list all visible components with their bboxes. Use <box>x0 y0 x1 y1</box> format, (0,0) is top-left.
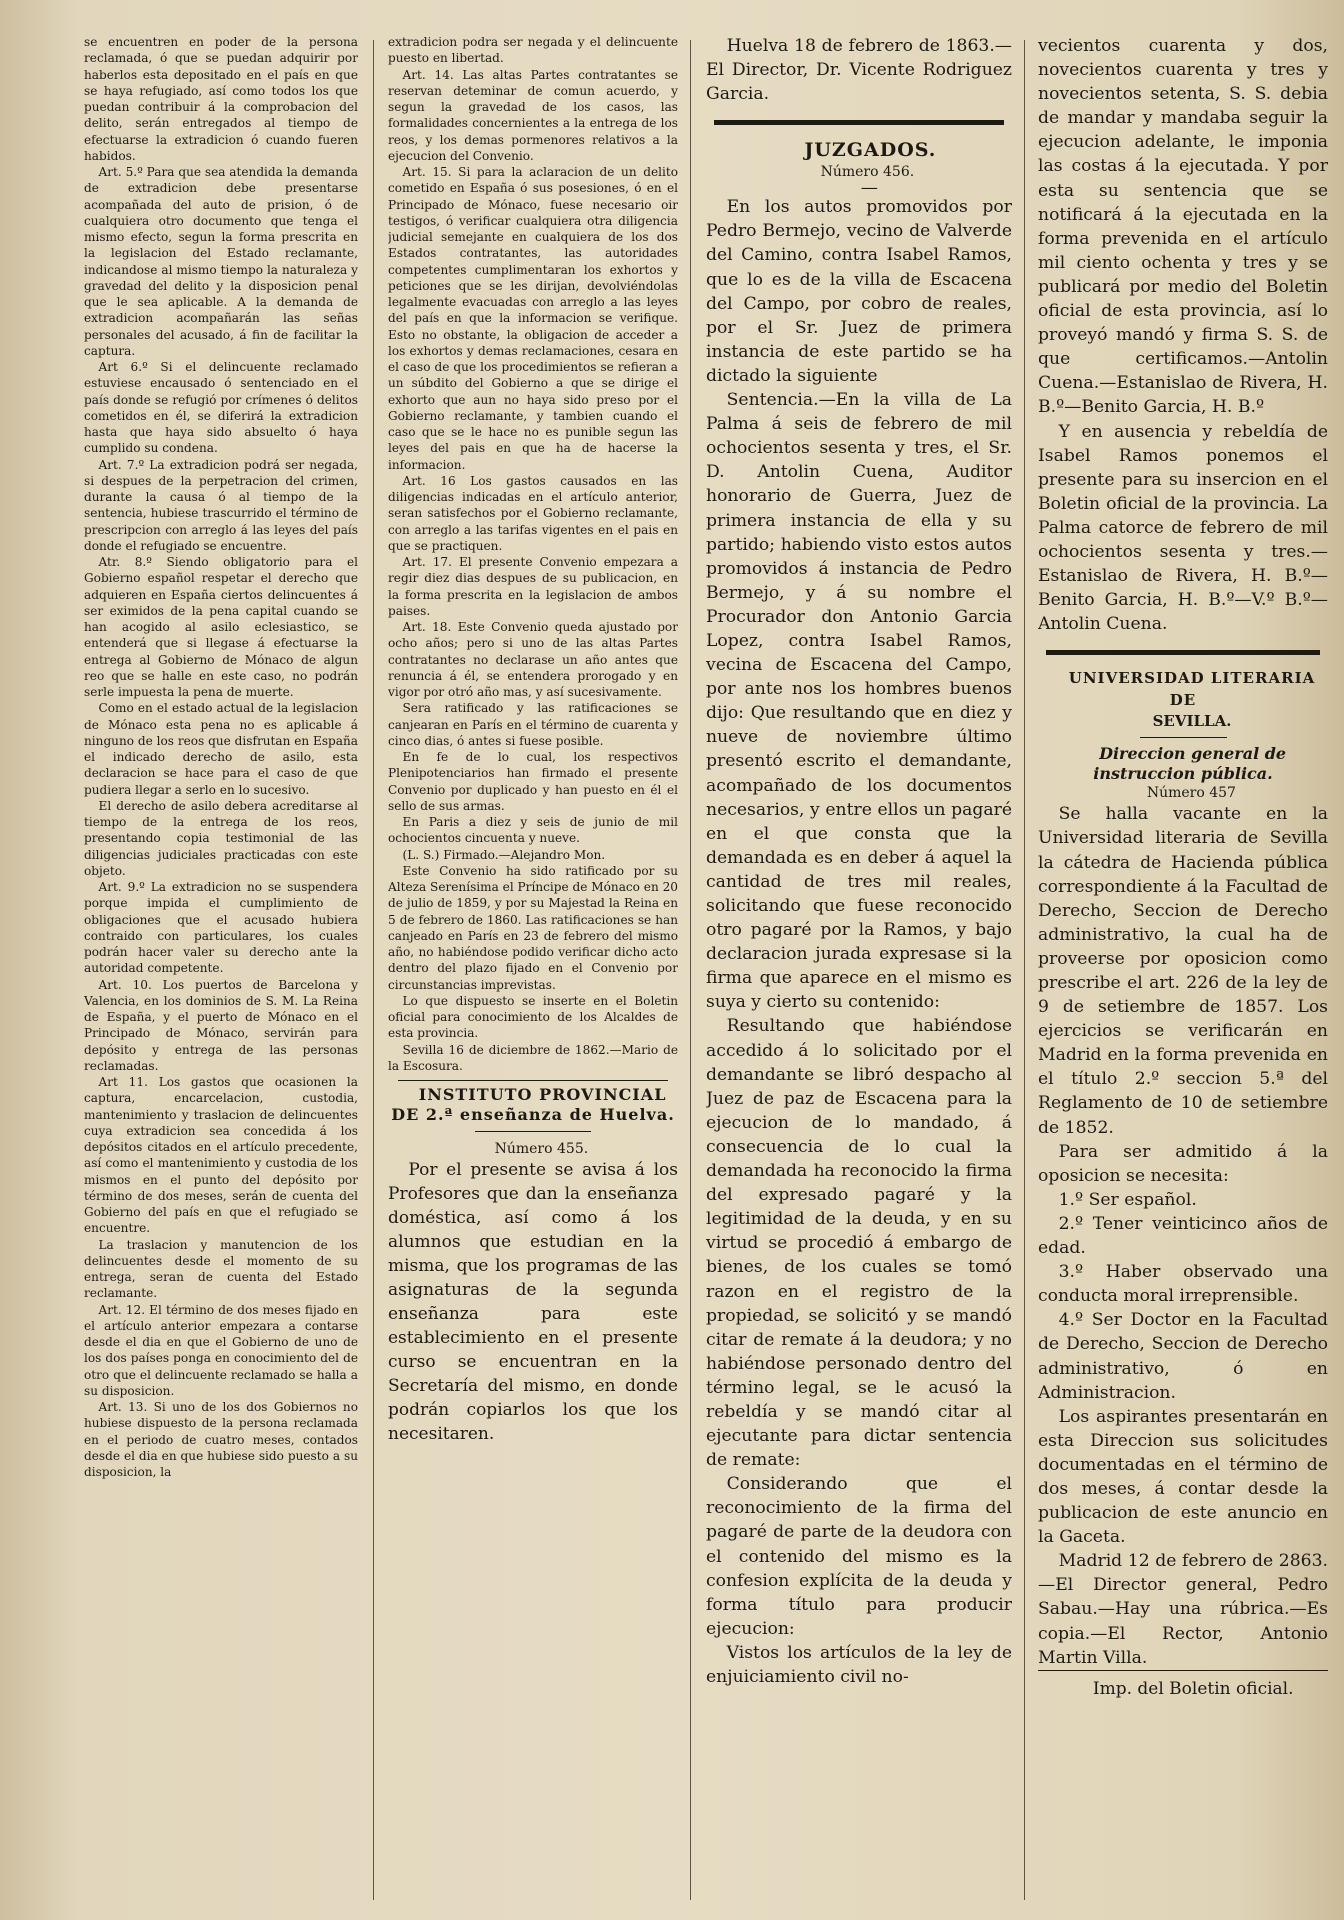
dash-divider: — <box>860 178 878 199</box>
section-divider <box>714 120 1004 125</box>
col1-para: Art. 5.º Para que sea atendida la demanda de extradicion debe presentarse acompañada del auto de prision, ó de cualquiera otro documento que tenga el mismo efecto, segun la forma prescrita en la legislacion del Estado reclamante, indicandose al mismo tiempo la naturaleza y gravedad del delito y la disposicion penal que le sea aplicable. A la demanda de extradicion acompañarán las señas personales del acusado, á fin de facilitar la captura. <box>84 165 358 358</box>
col1-para: Art. 7.º La extradicion podrá ser negada, si despues de la perpetracion del crimen, durante la causa ó al tiempo de la sentencia, hubiese trascurrido el término de prescripcion con arreglo á las leyes del país donde el refugiado se encuentre. <box>84 457 358 553</box>
col2-para: Art. 15. Si para la aclaracion de un delito cometido en España ó sus posesiones, ó en el Principado de Mónaco, fuese necesario oir testigos, ó verificar cualquiera otra diligencia judicial semejante en cualquiera de los dos Estados contratantes, las autoridades competentes cumplimentaran los exhortos y peticiones que se les dirijan, devolviéndolas legalmente evacuadas con arreglo a las leyes del país en que la informacion se verifique. Esto no obstante, la obligacion de acceder a los exhortos y demas reclamaciones, cesara en el caso de que los procedimientos se refieran a un súbdito del Gobierno a que se dirige el exhorto que aun no haya sido preso por el Gobierno reclamante, y tambien cuando el caso que se le hace no es punible segun las leyes del pais en que ha de hacerse la informacion. <box>388 165 678 472</box>
col4-para: 3.º Haber observado una conducta moral irreprensible. <box>1038 1262 1328 1307</box>
heading-underline <box>475 1131 591 1132</box>
col1-para: Art. 10. Los puertos de Barcelona y Valencia, en los dominios de S. M. La Reina de España, y el puerto de Mónaco en el Principado de Mónaco, servirán para depósito y entrega de las personas reclamadas. <box>84 977 358 1073</box>
col2-para: Este Convenio ha sido ratificado por su Alteza Serenísima el Príncipe de Mónaco en 20 de julio de 1859, y por su Majestad la Reina en 5 de febrero de 1860. Las ratificaciones se han canjeado en París en 23 de febrero del mismo año, no habiéndose podido verificar dicho acto dentro del plazo fijado en el Convenio por circunstancias imprevistas. <box>388 863 678 992</box>
column-3 <box>706 34 1012 1689</box>
col4-para: Y en ausencia y rebeldía de Isabel Ramos ponemos el presente para su insercion en el Boletin oficial de la provincia. La Palma catorce de febrero de mil ochocientos sesenta y tres.—Estanislao de Rivera, H. B.º—Benito Garcia, H. B.º—V.º B.º—Antolin Cuena. <box>1038 421 1328 635</box>
printer-imprint: Imp. del Boletin oficial. <box>1038 1670 1328 1701</box>
section-subheading-italic: Direccion general de instruccion pública. <box>1093 744 1287 784</box>
col2-para: En Paris a diez y seis de junio de mil ochocientos cincuenta y nueve. <box>388 815 678 846</box>
col2-para: Art. 14. Las altas Partes contratantes se reservan deteminar de comun acuerdo, y segun la gravedad de los casos, las formalidades concernientes a la entrega de los reos, y los demas pormenores relativos a la ejecucion del Convenio. <box>388 67 678 163</box>
col3-para: Considerando que el reconocimiento de la firma del pagaré de parte de la deudora con el contenido del mismo es la confesion explícita de la deuda y forma título para producir ejecucion: <box>706 1474 1012 1639</box>
column-2 <box>388 34 678 1446</box>
column-rule <box>1024 40 1025 1900</box>
col4-para: vecientos cuarenta y dos, novecientos cuarenta y tres y novecientos setenta, S. S. debia de mandar y mandaba seguir la ejecucion adelante, le imponia las costas á la ejecutada. Y por esta su sentencia que se notificará á la ejecutada en la forma prevenida en el artículo mil ciento ochenta y tres y se publicará por medio del Boletin oficial de esta provincia, así lo proveyó mandó y firma S. S. de que certificamos.—Antolin Cuena.—Estanislao de Rivera, H. B.º—Benito Garcia, H. B.º <box>1038 36 1328 418</box>
col3-para: Sentencia.—En la villa de La Palma á seis de febrero de mil ochocientos sesenta y tres, el Sr. D. Antolin Cuena, Auditor honorario de Guerra, Juez de primera instancia de ella y su partido; habiendo visto estos autos promovidos á instancia de Pedro Bermejo, y á su nombre el Procurador don Antonio Garcia Lopez, contra Isabel Ramos, vecina de Escacena del Campo, por ante nos los hombres buenos dijo: Que resultando que en diez y nueve de noviembre último presentó escrito el demandante, acompañado de los documentos necesarios, y entre ellos un pagaré en el que consta que la demandada es en deber á aquel la cantidad de tres mil reales, solicitando que fuese reconocido otro pagaré por la Ramos, y bajo declaracion jurada expresase si la firma que aparece en el mismo es suya y cierto su contenido: <box>706 390 1012 1013</box>
notice-number: Número 455. <box>494 1141 589 1157</box>
col3-top: Huelva 18 de febrero de 1863.—El Director, Dr. Vicente Rodriguez Garcia. <box>706 36 1012 105</box>
col1-para: se encuentren en poder de la persona reclamada, ó que se puedan adquirir por haberlos esta depositado en el país en que se haya refugiado, así como todos los que puedan contribuir á la comprobacion del delito, serán entregados al tiempo de efectuarse la extradicion ó cuando fueren habidos. <box>84 35 358 163</box>
col4-para: Para ser admitido á la oposicion se necesita: <box>1038 1141 1328 1186</box>
col4-para: 2.º Tener veinticinco años de edad. <box>1038 1213 1328 1259</box>
column-rule <box>690 40 691 1900</box>
heading-underline <box>1140 737 1227 738</box>
col4-para: Los aspirantes presentarán en esta Direccion sus solicitudes documentadas en el término de dos meses, á contar desde la publicacion de este anuncio en la Gaceta. <box>1038 1406 1328 1548</box>
col1-para: Art. 13. Si uno de los dos Gobiernos no hubiese dispuesto de la persona reclamada en el periodo de cuatro meses, contados desde el dia en que hubiese sido puesto a su disposicion, la <box>84 1400 358 1479</box>
col1-para: Art 11. Los gastos que ocasionen la captura, encarcelacion, custodia, mantenimiento y traslacion de delincuentes cuya extradicion sea concedida á los depósitos citados en el artículo precedente, así como el mantenimiento y custodia de los mismos en el punto del depósito por término de dos meses, serán de cuenta del Gobierno del país en que el refugiado se encuentre. <box>84 1075 358 1236</box>
col1-para: Atr. 8.º Siendo obligatorio para el Gobierno español respetar el derecho que adquieren en España ciertos delincuentes á ser eximidos de la pena capital cuando se han acogido al asilo eclesiastico, se entenderá que si llegase á efectuarse la entrega al Gobierno de Mónaco de algun reo que se halle en este caso, no podrán serle impuesta la pena de muerte. <box>84 555 358 699</box>
col2-para: En fe de lo cual, los respectivos Plenipotenciarios han firmado el presente Convenio por duplicado y han puesto en él el sello de sus armas. <box>388 750 678 813</box>
column-rule <box>373 40 374 1900</box>
col2-para: (L. S.) Firmado.—Alejandro Mon. <box>402 847 606 862</box>
notice-number: Número 457 <box>1146 785 1236 802</box>
col2-para: Art. 18. Este Convenio queda ajustado por ocho años; pero si uno de las altas Partes contratantes no declarase un año antes que renuncia á él, se entendera prorogado y en vigor por otró año mas, y así sucesivamente. <box>388 620 678 699</box>
col1-para: El derecho de asilo debera acreditarse al tiempo de la entrega de los reos, presentando copia testimonial de las diligencias judiciales practicadas con este objeto. <box>84 798 358 878</box>
section-divider <box>1046 650 1320 655</box>
col2-para: Sevilla 16 de diciembre de 1862.—Mario de la Escosura. <box>388 1042 678 1073</box>
section-divider <box>398 1080 668 1081</box>
col4-para: Se halla vacante en la Universidad literaria de Sevilla la cátedra de Hacienda pública correspondiente á la Facultad de Derecho, Seccion de Derecho administrativo, la cual ha de proveerse por oposicion como prescribe el art. 226 de la ley de 9 de setiembre de 1857. Los ejercicios se verificarán en Madrid en la forma prevenida en el título 2.º seccion 5.ª del Reglamento de 10 de setiembre de 1852. <box>1038 804 1328 1138</box>
col4-para: Madrid 12 de febrero de 2863.—El Director general, Pedro Sabau.—Hay una rúbrica.—Es copia.—El Rector, Antonio Martin Villa. <box>1038 1551 1328 1668</box>
section-subheading: SEVILLA. <box>1152 712 1232 731</box>
section-heading-universidad: UNIVERSIDAD LITERARIA DE <box>1068 669 1316 710</box>
col1-para: Art 6.º Si el delincuente reclamado estuviese encausado ó sentenciado en el país donde se refugió por crímenes ó delitos cometidos en él, se diferirá la extradicion hasta que haya sido absuelto ó haya cumplido su condena. <box>84 360 358 456</box>
col3-para: En los autos promovidos por Pedro Bermejo, vecino de Valverde del Camino, contra Isabel Ramos, que lo es de la villa de Escacena del Campo, por cobro de reales, por el Sr. Juez de primera instancia de este partido se ha dictado la siguiente <box>706 197 1012 386</box>
col3-para: Vistos los artículos de la ley de enjuiciamiento civil no- <box>706 1642 1012 1687</box>
column-4 <box>1038 34 1328 1701</box>
col2-para: Sera ratificado y las ratificaciones se canjearan en París en el término de cuarenta y cinco dias, ó antes si fuese posible. <box>388 701 678 748</box>
col3-para: Resultando que habiéndose accedido á lo solicitado por el demandante se libró despacho al Juez de paz de Escacena para la ejecucion de lo mandado, á consecuencia de lo cual la demandada ha reconocido la firma del expresado pagaré y la legitimidad de la deuda, y en su virtud se procedió á embargo de bienes, de los cuales se tomó razon en el registro de la propiedad, se solicitó y se mandó citar de remate á la deudora; y no habiéndose personado dentro del término legal, se le acusó la rebeldía y se mandó citar al ejecutante para dictar sentencia de remate: <box>706 1016 1012 1471</box>
notice-number: Número 456. <box>820 164 915 181</box>
col1-para: Art. 12. El término de dos meses fijado en el artículo anterior empezara a contarse desde el dia en que el Gobierno de uno de los dos países ponga en conocimiento del de otro que el delincuente reclamado se halla a su disposicion. <box>84 1302 358 1398</box>
col1-para: Como en el estado actual de la legislacion de Mónaco esta pena no es aplicable á ninguno de los reos que disfrutan en España el indicado derecho de asilo, esta declaracion se hace para el caso de que pudiera llegar a serlo en lo sucesivo. <box>84 701 358 797</box>
col1-para: La traslacion y manutencion de los delincuentes desde el momento de su entrega, seran de cuenta del Estado reclamante. <box>84 1237 358 1301</box>
col2-para: Art. 16 Los gastos causados en las diligencias indicadas en el artículo anterior, seran satisfechos por el Gobierno reclamante, con arreglo a las tarifas vigentes en el pais en que se practiquen. <box>388 473 678 553</box>
section-heading-juzgados: JUZGADOS. <box>804 139 937 162</box>
col2-para: extradicion podra ser negada y el delincuente puesto en libertad. <box>388 35 678 66</box>
section-heading-instituto: INSTITUTO PROVINCIAL DE 2.ª enseñanza de Huelva. <box>391 1085 675 1124</box>
col1-para: Art. 9.º La extradicion no se suspendera porque impida el cumplimiento de obligaciones que el acusado hubiera contraido con particulares, los cuales podrán hacer valer su derecho ante la autoridad competente. <box>84 880 358 976</box>
col2-para: Art. 17. El presente Convenio empezara a regir diez dias despues de su publicacion, en la forma prescrita en la legislacion de ambos paises. <box>388 555 678 618</box>
col2-para: Lo que dispuesto se inserte en el Boletin oficial para conocimiento de los Alcaldes de esta provincia. <box>388 993 678 1041</box>
col2-para: Por el presente se avisa á los Profesores que dan la enseñanza doméstica, así como á los alumnos que estudian en la misma, que los programas de las asignaturas de la segunda enseñanza para este establecimiento en el presente curso se encuentran en la Secretaría del mismo, en donde podrán copiarlos los que los necesitaren. <box>388 1160 678 1444</box>
col4-para: 4.º Ser Doctor en la Facultad de Derecho, Seccion de Derecho administrativo, ó en Administracion. <box>1038 1310 1328 1403</box>
col4-para: 1.º Ser español. <box>1058 1189 1197 1210</box>
column-1 <box>84 34 358 1480</box>
